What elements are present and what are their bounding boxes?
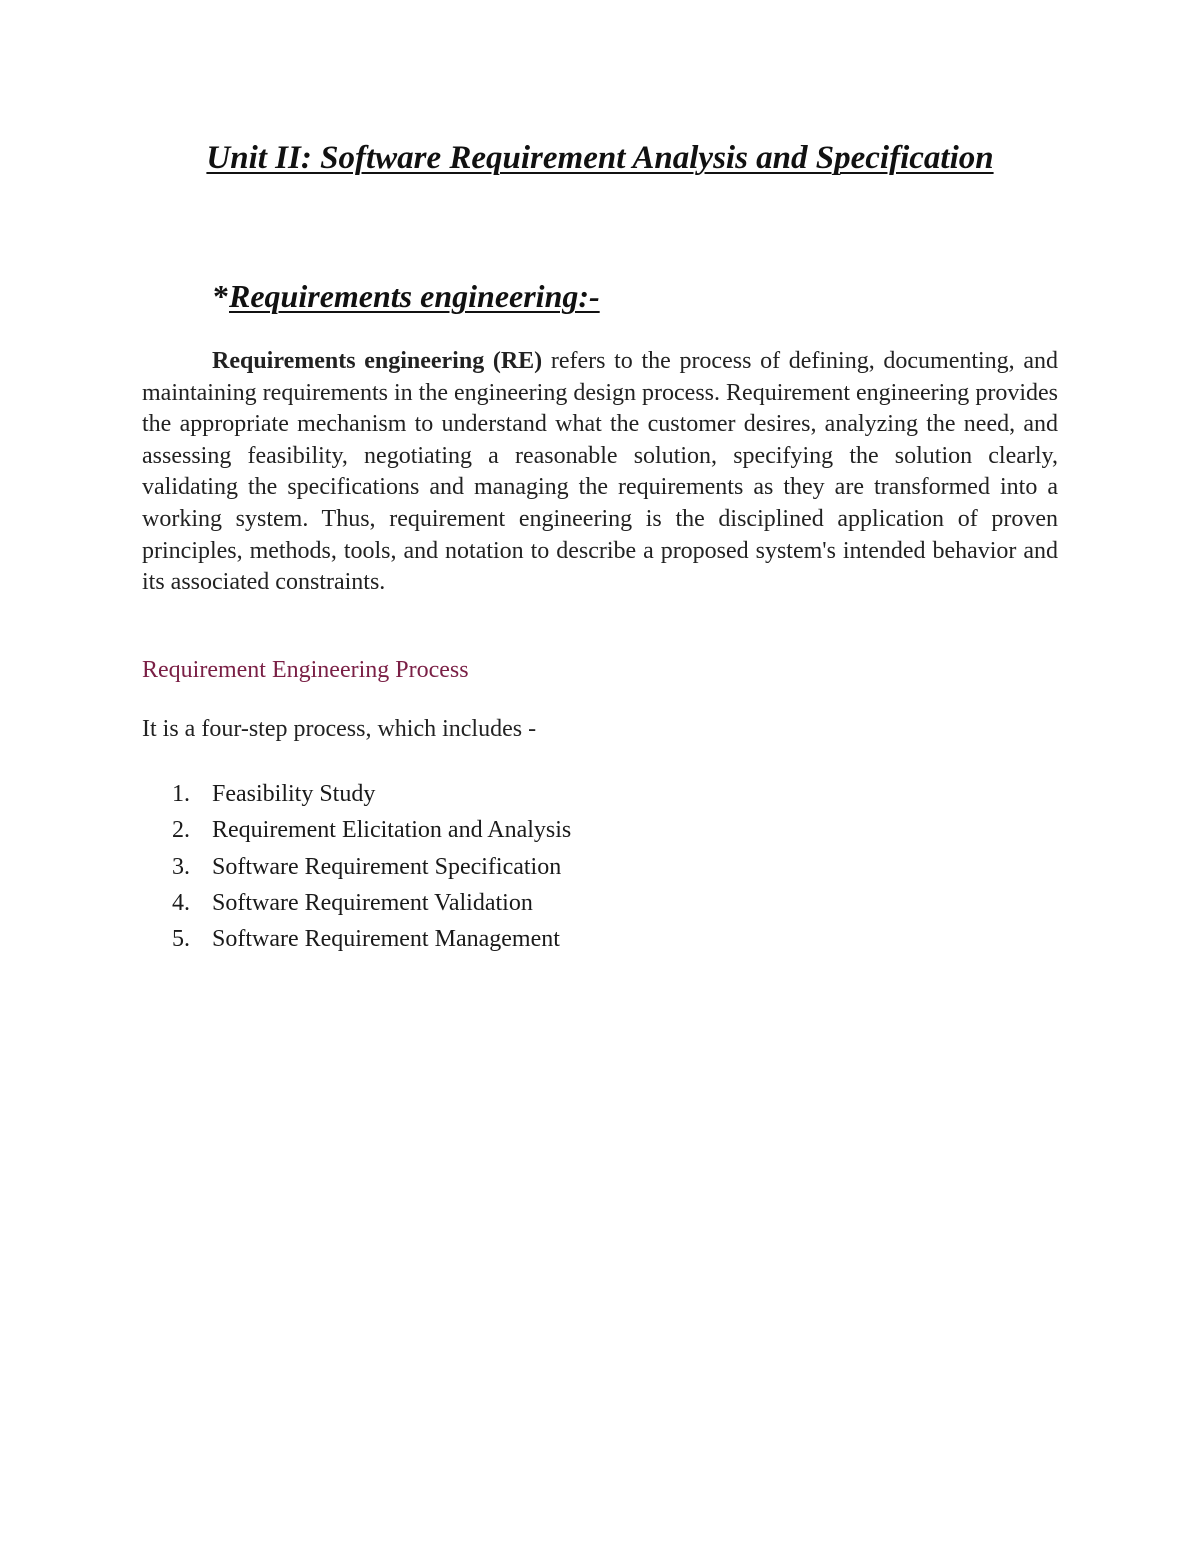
list-item <box>172 885 571 921</box>
list-item-label: Requirement Elicitation and Analysis <box>212 817 572 844</box>
list-item-number: 5. <box>172 926 190 953</box>
list-item-number: 4. <box>172 889 190 916</box>
list-item-label: Software Requirement Validation <box>212 889 533 916</box>
list-item-label: Software Requirement Specification <box>212 853 562 880</box>
list-item-number: 2. <box>172 817 190 844</box>
page-title: Unit II: Software Requirement Analysis and Specification <box>206 140 994 176</box>
list-item-number: 3. <box>172 853 190 880</box>
intro-term: Requirements engineering (RE) <box>212 348 543 374</box>
section-heading <box>213 278 600 315</box>
list-item-number: 1. <box>172 781 190 807</box>
list-item-label: Feasibility Study <box>212 781 376 807</box>
intro-paragraph <box>142 346 1058 599</box>
section-heading-star: * <box>213 278 229 314</box>
intro-text: refers to the process of defining, documenting, and maintaining requirements in the engineering design process. Requirement engineering provides the appropriate mechanism to understand what the customer desires, analyzing the need, and assessing feasibility, negotiating a reasonable solution, specifying the solution clearly, validating the specifications and managing the requirements as they are transformed into a working system. Thus, requirement engineering is the disciplined application of proven principles, methods, tools, and notation to describe a proposed system's intended behavior and its associated constraints. <box>142 348 1058 596</box>
section-heading-text: Requirements engineering:- <box>229 278 600 314</box>
process-heading: Requirement Engineering Process <box>142 657 469 683</box>
list-item <box>172 812 571 848</box>
list-item-label: Software Requirement Management <box>212 926 560 953</box>
list-item <box>172 776 571 812</box>
steps-list <box>172 776 571 957</box>
list-item <box>172 921 571 957</box>
process-intro: It is a four-step process, which includes - <box>142 716 537 742</box>
list-item <box>172 849 571 885</box>
